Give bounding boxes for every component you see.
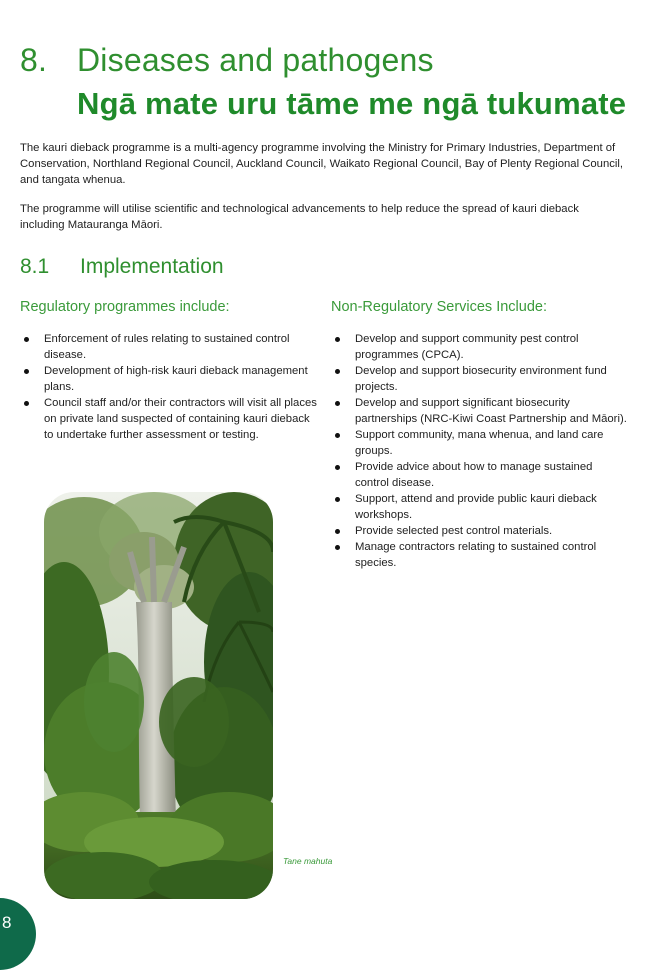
list-item [20,331,318,363]
bullet-icon [335,497,340,502]
non-regulatory-list [331,331,629,571]
bullet-icon [24,401,29,406]
intro-paragraph-2: The programme will utilise scientific and technological advancements to help reduce the spread of kauri dieback including Matauranga Māori. [20,203,579,231]
bullet-icon [335,433,340,438]
list-item-text: Support, attend and provide public kauri dieback workshops. [355,493,597,521]
section-title-english: Diseases and pathogens [77,42,434,78]
regulatory-list [20,331,318,443]
kauri-tree-photo [44,492,273,899]
bullet-icon [335,401,340,406]
list-item [331,395,629,427]
page-number: 8 [2,913,12,932]
non-regulatory-heading: Non-Regulatory Services Include: [331,299,547,315]
intro-paragraph-1: The kauri dieback programme is a multi-agency programme involving the Ministry for Primary Industries, Department of Conservation, Northland Regional Council, Auckland Council, Waikato Regional Council, Bay of Plenty Regional Council, and tangata whenua. [20,142,624,186]
list-item-text: Develop and support biosecurity environment fund projects. [355,365,607,393]
list-item-text: Provide selected pest control materials. [355,525,553,537]
bullet-icon [335,465,340,470]
bullet-icon [24,369,29,374]
list-item [331,363,629,395]
list-item-text: Enforcement of rules relating to sustained control disease. [44,333,290,361]
list-item [20,395,318,443]
subsection-number: 8.1 [20,255,50,278]
bullet-icon [24,337,29,342]
bullet-icon [335,369,340,374]
section-title-maori: Ngā mate uru tāme me ngā tukumate [77,86,627,121]
regulatory-heading: Regulatory programmes include: [20,299,230,315]
section-number: 8. [20,42,48,78]
list-item-text: Manage contractors relating to sustained control species. [355,541,597,569]
subsection-title: Implementation [80,255,224,278]
bullet-icon [335,337,340,342]
subsection-heading [20,252,224,282]
list-item [20,363,318,395]
list-item-text: Provide advice about how to manage sustained control disease. [355,461,593,489]
bullet-icon [335,529,340,534]
list-item-text: Support community, mana whenua, and land care groups. [355,429,604,457]
photo-caption: Tane mahuta [283,856,333,866]
list-item-text: Council staff and/or their contractors will visit all places on private land suspected of containing kauri dieback to undertake further assessment or testing. [44,397,317,441]
list-item-text: Development of high-risk kauri dieback management plans. [44,365,308,393]
list-item [331,523,629,539]
list-item [331,427,629,459]
page-number-badge [0,898,36,970]
list-item [331,459,629,491]
list-item [331,539,629,571]
list-item [331,491,629,523]
bullet-icon [335,545,340,550]
section-heading [20,40,434,80]
list-item [331,331,629,363]
list-item-text: Develop and support significant biosecurity partnerships (NRC-Kiwi Coast Partnership and Māori). [355,397,627,425]
list-item-text: Develop and support community pest control programmes (CPCA). [355,333,579,361]
